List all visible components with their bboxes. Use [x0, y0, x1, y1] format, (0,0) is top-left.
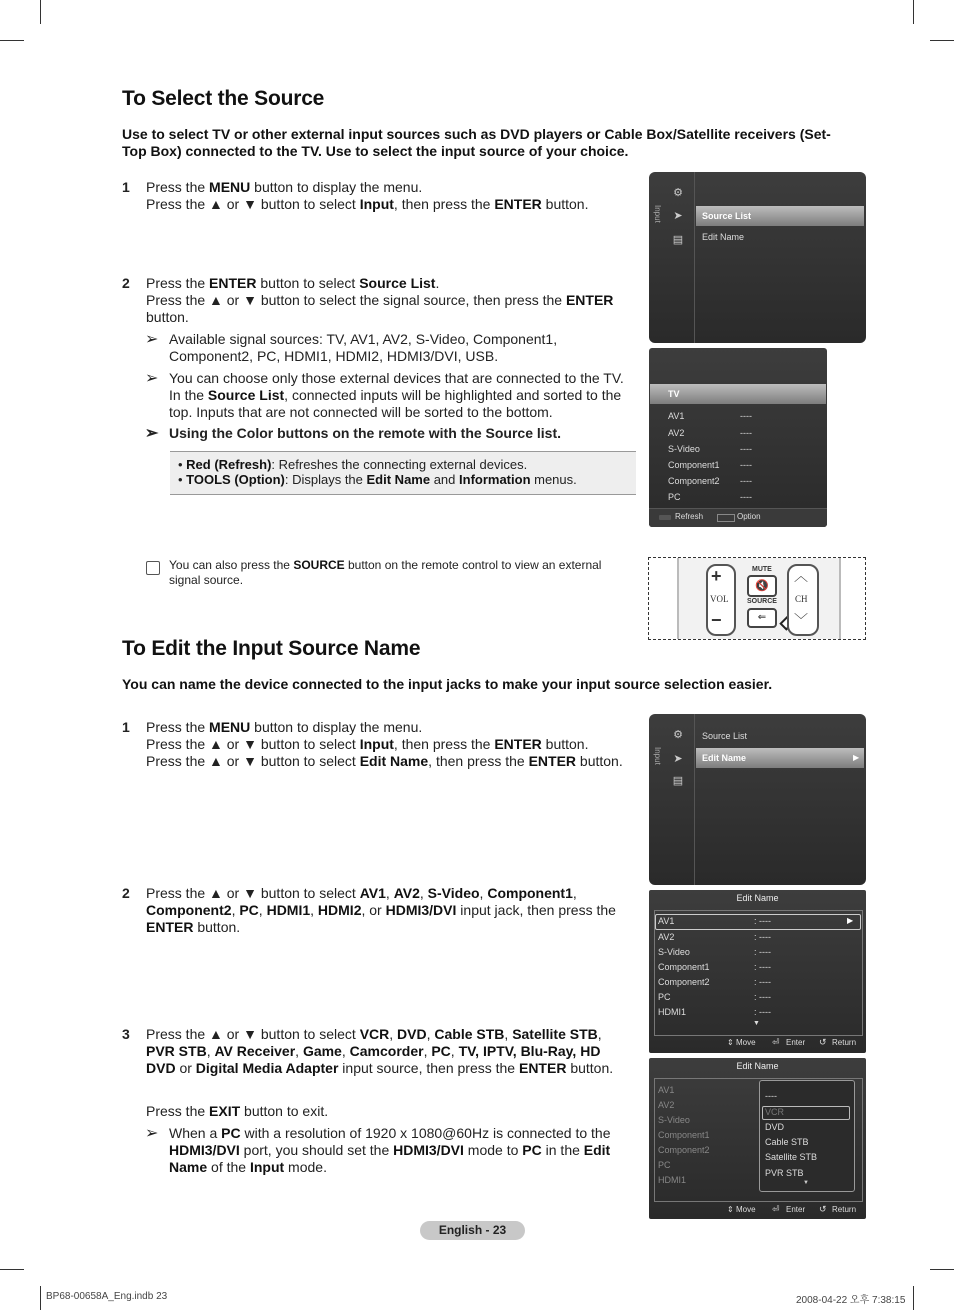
note-color-buttons: ➢ Using the Color buttons on the remote with the Source list.	[145, 425, 562, 442]
right-arrow-icon: ▶	[853, 753, 860, 762]
source-label: SOURCE	[747, 598, 777, 605]
arrow-icon: ➢	[145, 331, 159, 348]
osd-edit-item: AV2	[658, 1100, 675, 1110]
osd-edit-item: S-Video	[658, 1115, 690, 1125]
step-line: Press the ▲ or ▼ button to select the signal source, then press the ENTER button.	[146, 292, 614, 325]
app-icon: ▤	[672, 234, 684, 246]
osd-source-status: ----	[740, 428, 752, 438]
osd-source-item[interactable]: Component2	[668, 476, 720, 486]
step-line: Press the ▲ or ▼ button to select Edit Name, then press the ENTER button.	[146, 753, 623, 769]
osd-edit-item: Component1	[658, 1130, 710, 1140]
input-plug-icon: ➤	[673, 753, 683, 765]
enter-label: Enter	[786, 1038, 806, 1047]
memo-icon	[146, 561, 160, 575]
dropdown-option[interactable]: ----	[765, 1091, 777, 1101]
footer-file-name: BP68-00658A_Eng.indb 23	[46, 1291, 168, 1302]
section2-step3: 3 Press the ▲ or ▼ button to select VCR, DVD, Cable STB, Satellite STB, PVR STB, AV Receiver, Game, Camcorder, PC, TV, IPTV, Blu-Ray, HD DVD or Digital Media Adapter input source, then press the ENTER button.	[122, 1026, 614, 1076]
osd-item-edit-name[interactable]: Edit Name	[702, 232, 745, 242]
section1-step2	[122, 275, 622, 326]
enter-icon: ⏎	[772, 1204, 780, 1214]
osd-source-status: ----	[740, 444, 752, 454]
osd-source-item[interactable]: AV2	[668, 428, 685, 438]
note-pc-resolution: ➢ When a PC with a resolution of 1920 x 1080@60Hz is connected to the HDMI3/DVI port, you should set the HDMI3/DVI mode to PC in the Edit Name of the Input mode.	[145, 1125, 611, 1175]
osd-edit-item: PC	[658, 1160, 671, 1170]
section1-title: To Select the Source	[122, 87, 325, 110]
step-number: 2	[122, 885, 130, 901]
osd-edit-item: AV1	[658, 1085, 675, 1095]
osd-source-item-tv[interactable]: TV	[650, 384, 826, 404]
step-line: Press the MENU button to display the menu.	[146, 719, 423, 735]
osd-edit-item[interactable]: S-Video	[658, 947, 690, 957]
step-line: Press the ENTER button to select Source List.	[146, 275, 440, 291]
return-label: Return	[832, 1205, 857, 1214]
memo-source-button: You can also press the SOURCE button on the remote control to view an external signal source.	[169, 558, 602, 587]
mute-button[interactable]: 🔇	[747, 575, 777, 597]
gear-icon: ⚙	[673, 729, 683, 741]
tip-text: : Displays the Edit Name and Information menus.	[284, 472, 577, 487]
osd-item-edit-name[interactable]: Edit Name	[696, 748, 864, 768]
osd-edit-name-dropdown	[649, 1058, 866, 1219]
enter-icon: ⏎	[772, 1037, 780, 1047]
section1-intro: Use to select TV or other external input sources such as DVD players or Cable Box/Satellite receivers (Set-Top Box) connected to the TV. Use to select the input source of your choice.	[122, 126, 831, 159]
vol-minus-icon: −	[711, 610, 722, 630]
osd-source-list	[649, 348, 827, 527]
osd-item-source-list[interactable]: Source List	[702, 731, 748, 741]
osd-edit-item: HDMI1	[658, 1175, 687, 1185]
tip-text: : Refreshes the connecting external devices.	[271, 457, 528, 472]
tip-key: TOOLS (Option)	[186, 472, 285, 487]
osd-item-source-list[interactable]: Source List	[696, 206, 864, 226]
step-number: 2	[122, 275, 130, 291]
move-icon: ⇕	[727, 1205, 734, 1214]
scroll-down-icon: ▼	[803, 1180, 809, 1186]
osd-edit-value: : ----	[754, 992, 771, 1002]
section2-intro: You can name the device connected to the input jacks to make your input source selection easier.	[122, 676, 773, 692]
enter-label: Enter	[786, 1205, 806, 1214]
osd-input-menu-2	[649, 714, 866, 885]
dropdown-option[interactable]: DVD	[765, 1122, 785, 1132]
osd-source-status: ----	[740, 492, 752, 502]
osd-source-item[interactable]: Component1	[668, 460, 720, 470]
step-number: 3	[122, 1026, 130, 1042]
source-button[interactable]: ⇐	[747, 608, 777, 628]
tip-key: Red (Refresh)	[186, 457, 272, 472]
step-line: Press the ▲ or ▼ button to select Input, then press the ENTER button.	[146, 736, 589, 752]
osd-source-item[interactable]: PC	[668, 492, 681, 502]
osd-edit-item: Component2	[658, 1145, 710, 1155]
ch-up-icon: ︿	[794, 568, 808, 584]
input-plug-icon: ➤	[673, 210, 683, 222]
option-label: Option	[737, 512, 761, 521]
note-connected-devices: ➢ You can choose only those external devices that are connected to the TV. In the Source List, connected inputs will be highlighted and sorted to the top. Inputs that are not connected will be sorted to the bottom.	[145, 370, 624, 420]
mute-label: MUTE	[752, 566, 772, 573]
osd-source-bar	[649, 508, 827, 527]
move-label: Move	[736, 1205, 756, 1214]
step-number: 1	[122, 719, 130, 735]
color-buttons-tips: • Red (Refresh): Refreshes the connecting external devices. • TOOLS (Option): Displays the Edit Name and Information menus.	[170, 451, 636, 495]
osd-side-label: Input	[653, 747, 662, 765]
section2-title: To Edit the Input Source Name	[122, 637, 421, 660]
osd-input-menu	[649, 172, 866, 343]
osd-source-status: ----	[740, 411, 752, 421]
tools-button-icon	[717, 514, 735, 522]
dropdown-option[interactable]: Satellite STB	[765, 1152, 818, 1162]
ch-down-icon: ﹀	[794, 612, 808, 628]
osd-edit-name	[649, 890, 866, 1053]
dropdown-option[interactable]: PVR STB	[765, 1168, 804, 1178]
osd-source-item[interactable]: S-Video	[668, 444, 700, 454]
osd-edit-item[interactable]: HDMI1	[658, 1007, 687, 1017]
dropdown-option[interactable]: VCR	[765, 1107, 785, 1117]
osd-edit-item[interactable]: Component1	[658, 962, 710, 972]
osd-edit-value: : ----	[754, 977, 771, 987]
ch-label: CH	[795, 594, 808, 604]
return-icon: ↺	[819, 1037, 827, 1047]
section2-step2: 2 Press the ▲ or ▼ button to select AV1, AV2, S-Video, Component1, Component2, PC, HDMI1, HDMI2, or HDMI3/DVI input jack, then press the ENTER button.	[122, 885, 616, 935]
refresh-label: Refresh	[675, 512, 704, 521]
section1-step1	[122, 179, 622, 213]
right-arrow-icon: ▶	[847, 916, 854, 925]
osd-edit-item[interactable]: Component2	[658, 977, 710, 987]
section2-exit: Press the EXIT button to exit.	[146, 1103, 329, 1119]
device-dropdown[interactable]	[759, 1080, 855, 1192]
move-icon: ⇕	[727, 1038, 734, 1047]
vol-plus-icon: +	[711, 566, 722, 586]
arrow-icon: ➢	[145, 1125, 159, 1142]
osd-edit-title: Edit Name	[736, 893, 779, 903]
gear-icon: ⚙	[673, 187, 683, 199]
step-line: Press the MENU button to display the menu.	[146, 179, 423, 195]
footer-timestamp: 2008-04-22 오후 7:38:15	[796, 1295, 906, 1306]
page-number-badge: English - 23	[420, 1221, 525, 1240]
osd-source-status: ----	[740, 476, 752, 486]
red-button-icon	[659, 515, 671, 520]
section2-step1	[122, 719, 632, 770]
osd-edit-value: : ----	[754, 962, 771, 972]
osd-side-label: Input	[653, 205, 662, 223]
osd-edit-item[interactable]: AV2	[658, 932, 675, 942]
dropdown-option[interactable]: Cable STB	[765, 1137, 809, 1147]
arrow-icon: ➢	[145, 425, 159, 442]
osd-edit-value: : ----	[754, 947, 771, 957]
arrow-icon: ➢	[145, 370, 159, 387]
remote-illustration	[648, 557, 866, 640]
osd-edit-item[interactable]: PC	[658, 992, 671, 1002]
vol-label: VOL	[710, 594, 729, 604]
move-label: Move	[736, 1038, 756, 1047]
osd-edit-title: Edit Name	[736, 1061, 779, 1071]
note-signal-sources: ➢ Available signal sources: TV, AV1, AV2, S-Video, Component1, Component2, PC, HDMI1, HDMI2, HDMI3/DVI, USB.	[145, 331, 558, 364]
step-line: Press the ▲ or ▼ button to select Input, then press the ENTER button.	[146, 196, 589, 212]
return-icon: ↺	[819, 1204, 827, 1214]
step-number: 1	[122, 179, 130, 195]
osd-edit-value: : ----	[754, 916, 771, 926]
app-icon: ▤	[672, 775, 684, 787]
scroll-down-icon: ▼	[753, 1020, 760, 1027]
return-label: Return	[832, 1038, 857, 1047]
osd-edit-value: : ----	[754, 1007, 771, 1017]
osd-edit-item[interactable]: AV1	[658, 916, 675, 926]
osd-edit-value: : ----	[754, 932, 771, 942]
osd-source-item[interactable]: AV1	[668, 411, 685, 421]
osd-source-status: ----	[740, 460, 752, 470]
